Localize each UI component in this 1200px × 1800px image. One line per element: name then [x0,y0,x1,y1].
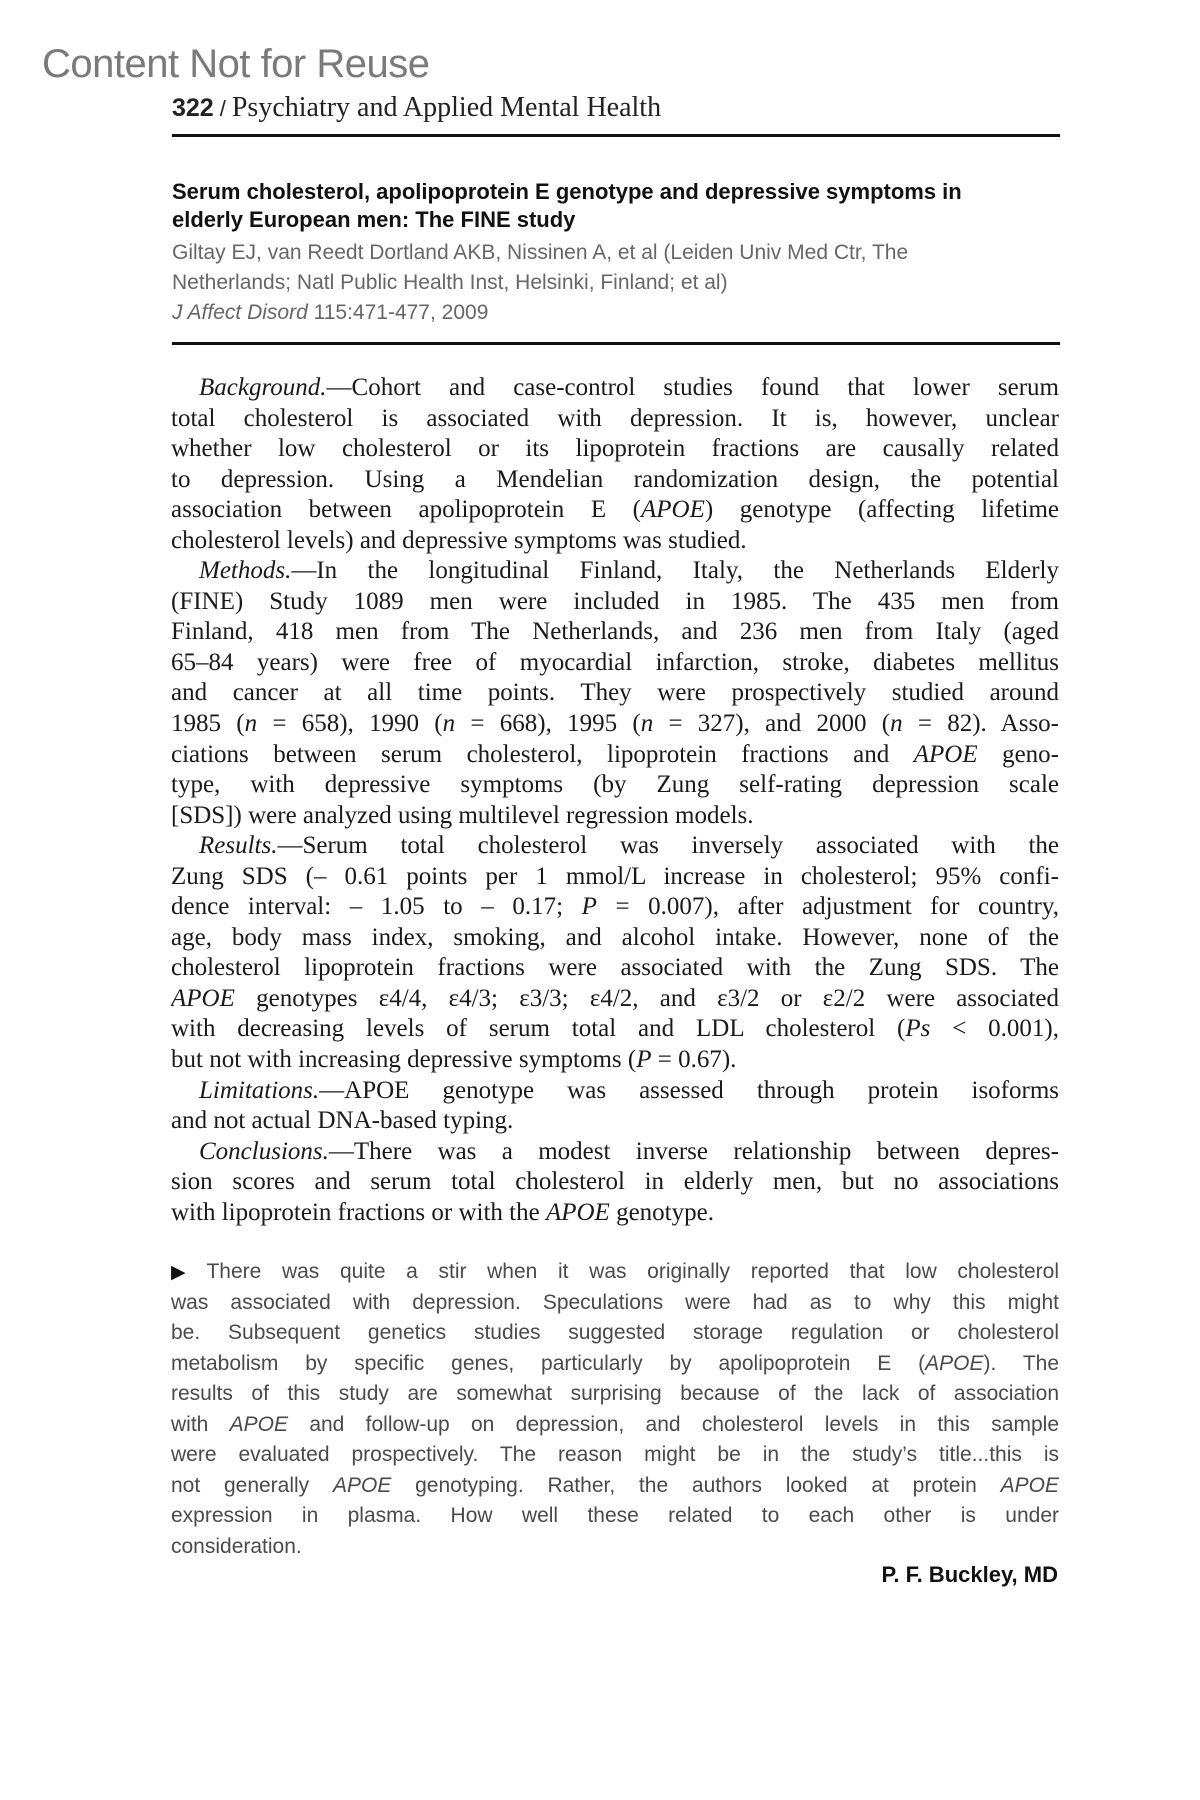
abstract-line [171,617,1059,648]
italic-text: Limitations. [199,1076,320,1104]
italic-text: Results. [199,832,278,860]
commentary-line [171,1379,1059,1410]
text-segment: metabolism by specific genes, particularly by apolipoprotein E ( [171,1351,926,1375]
abstract-line [171,862,1059,893]
italic-text: n [890,710,903,738]
text-segment: results of this study are somewhat surprising because of the lack of association [171,1382,1059,1405]
triangle-bullet-icon: ▶ [171,1262,201,1283]
text-segment: with lipoprotein fractions or with the [171,1198,546,1226]
text-segment: Zung SDS (– 0.61 points per 1 mmol/L increase in cholesterol; 95% confi- [171,862,1059,890]
italic-text: n [244,710,258,738]
text-segment: and not actual DNA-based typing. [171,1107,514,1135]
italic-text: P [581,893,597,921]
text-segment: total cholesterol is associated with depression. It is, however, unclear [171,404,1059,432]
page-number: 322 [172,94,214,122]
abstract-line [171,709,1059,740]
text-segment: and cancer at all time points. They were prospectively studied around [171,679,1059,707]
abstract-line [171,648,1059,679]
commentary-line [171,1318,1059,1349]
text-segment: association between apolipoprotein E ( [171,496,642,524]
title-line: elderly European men: The FINE study [172,207,576,232]
citation-journal: J Affect Disord [172,301,308,324]
text-segment: = 658), 1990 ( [257,710,443,738]
italic-text: Conclusions. [199,1137,329,1165]
abstract-line [171,1045,1059,1076]
header-rule [172,134,1060,137]
abstract-line [171,1106,1059,1137]
title-rule [172,342,1060,345]
abstract [171,373,1059,1228]
title-line: Serum cholesterol, apolipoprotein E genotype and depressive symptoms in [172,179,962,204]
text-segment: < 0.001), [930,1015,1059,1043]
text-segment: whether low cholesterol or its lipoprotein fractions are causally related [171,435,1059,463]
text-segment: = 0.007), after adjustment for country, [596,893,1059,921]
text-segment: genotyping. Rather, the authors looked at protein [391,1473,1001,1497]
text-segment: to depression. Using a Mendelian randomization design, the potential [171,465,1059,493]
text-segment: type, with depressive symptoms (by Zung self-rating depression scale [171,771,1059,799]
abstract-line [171,1167,1059,1198]
text-segment: were evaluated prospectively. The reason might be in the study’s title...this is [171,1443,1059,1466]
abstract-line [171,465,1059,496]
abstract-line [171,984,1059,1015]
abstract-line [171,801,1059,832]
commentary-line [171,1257,1059,1288]
abstract-line [171,495,1059,526]
text-segment: dence interval: – 1.05 to – 0.17; [171,893,582,921]
abstract-line [171,1137,1059,1168]
abstract-line [171,740,1059,771]
commentary [171,1257,1059,1562]
text-segment: cholesterol levels) and depressive symptoms was studied. [171,526,747,554]
italic-text: Background. [199,374,327,401]
abstract-line [171,953,1059,984]
text-segment: geno- [977,740,1059,768]
commentary-line [171,1288,1059,1319]
text-segment: age, body mass index, smoking, and alcohol intake. However, none of the [171,923,1059,951]
abstract-line [171,770,1059,801]
abstract-line [171,1076,1059,1107]
running-header [172,92,661,124]
abstract-line [171,923,1059,954]
text-segment: genotypes ε4/4, ε4/3; ε3/3; ε4/2, and ε3/2 or ε2/2 were associated [234,984,1059,1012]
italic-text: n [640,710,654,738]
watermark: Content Not for Reuse [42,42,430,86]
abstract-line [171,831,1059,862]
text-segment: = 668), 1995 ( [455,710,641,738]
text-segment: There was quite a stir when it was originally reported that low cholesterol [206,1260,1059,1283]
text-segment: genotype. [609,1198,714,1226]
italic-text: P [636,1046,652,1074]
text-segment: = 82). Asso- [902,710,1059,738]
text-segment: (FINE) Study 1089 men were included in 1985. The 435 men from [171,587,1059,615]
text-segment: = 327), and 2000 ( [653,710,891,738]
italic-text: APOE [1000,1473,1059,1497]
abstract-line [171,373,1059,404]
text-segment: consideration. [171,1534,302,1558]
authors-line: Giltay EJ, van Reedt Dortland AKB, Nissinen A, et al (Leiden Univ Med Ctr, The [172,241,909,264]
italic-text: APOE [545,1198,610,1226]
italic-text: APOE [332,1473,392,1497]
italic-text: APOE [171,984,235,1012]
abstract-line [171,892,1059,923]
italic-text: Ps [905,1015,931,1043]
commentary-line [171,1349,1059,1380]
abstract-line [171,587,1059,618]
italic-text: Methods. [199,557,292,585]
text-segment: ) genotype (affecting lifetime [704,496,1059,524]
abstract-line [171,404,1059,435]
abstract-line [171,434,1059,465]
text-segment: and follow-up on depression, and cholesterol levels in this sample [288,1412,1059,1436]
text-segment: [SDS]) were analyzed using multilevel regression models. [171,801,754,829]
abstract-line [171,678,1059,709]
commentary-line [171,1501,1059,1532]
commentary-line [171,1532,1059,1563]
text-segment: ciations between serum cholesterol, lipoprotein fractions and [171,740,914,768]
authors-line: Netherlands; Natl Public Health Inst, Helsinki, Finland; et al) [172,271,728,294]
journal-section: Psychiatry and Applied Mental Health [231,92,662,123]
text-segment: Finland, 418 men from The Netherlands, and 236 men from Italy (aged [171,618,1059,646]
commentary-signature: P. F. Buckley, MD [881,1562,1058,1587]
text-segment: ). The [983,1351,1059,1375]
text-segment: cholesterol lipoprotein fractions were associated with the Zung SDS. The [171,954,1059,982]
text-segment: 65–84 years) were free of myocardial infarction, stroke, diabetes mellitus [171,648,1059,676]
italic-text: n [442,710,456,738]
abstract-line [171,1014,1059,1045]
abstract-line [171,1198,1059,1229]
abstract-line [171,526,1059,557]
commentary-line [171,1410,1059,1441]
commentary-line [171,1471,1059,1502]
text-segment: with [171,1412,230,1436]
italic-text: APOE [229,1412,289,1436]
text-segment: expression in plasma. How well these related to each other is under [171,1504,1059,1527]
text-segment: 1985 ( [171,710,245,738]
text-segment: —APOE genotype was assessed through protein isoforms [319,1076,1059,1104]
article-authors [172,238,1060,328]
text-segment: —Cohort and case-control studies found that lower serum [326,374,1059,401]
header-separator: / [219,96,226,121]
text-segment: —There was a modest inverse relationship between depres- [328,1137,1059,1165]
text-segment: = 0.67). [651,1046,737,1074]
abstract-line [171,556,1059,587]
text-segment: not generally [171,1473,333,1497]
italic-text: APOE [913,740,978,768]
commentary-line [171,1440,1059,1471]
article-title [172,178,1060,234]
text-segment: —Serum total cholesterol was inversely associated with the [277,832,1059,860]
citation-details: 115:471-477, 2009 [307,301,489,324]
italic-text: APOE [925,1351,984,1375]
citation [172,298,1060,328]
text-segment: be. Subsequent genetics studies suggested storage regulation or cholesterol [171,1321,1059,1344]
italic-text: APOE [641,496,705,524]
text-segment: sion scores and serum total cholesterol in elderly men, but no associations [171,1168,1059,1196]
text-segment: with decreasing levels of serum total and LDL cholesterol ( [171,1015,906,1043]
text-segment: was associated with depression. Speculations were had as to why this might [171,1290,1059,1314]
text-segment: —In the longitudinal Finland, Italy, the Netherlands Elderly [291,557,1059,585]
text-segment: but not with increasing depressive symptoms ( [171,1046,637,1074]
